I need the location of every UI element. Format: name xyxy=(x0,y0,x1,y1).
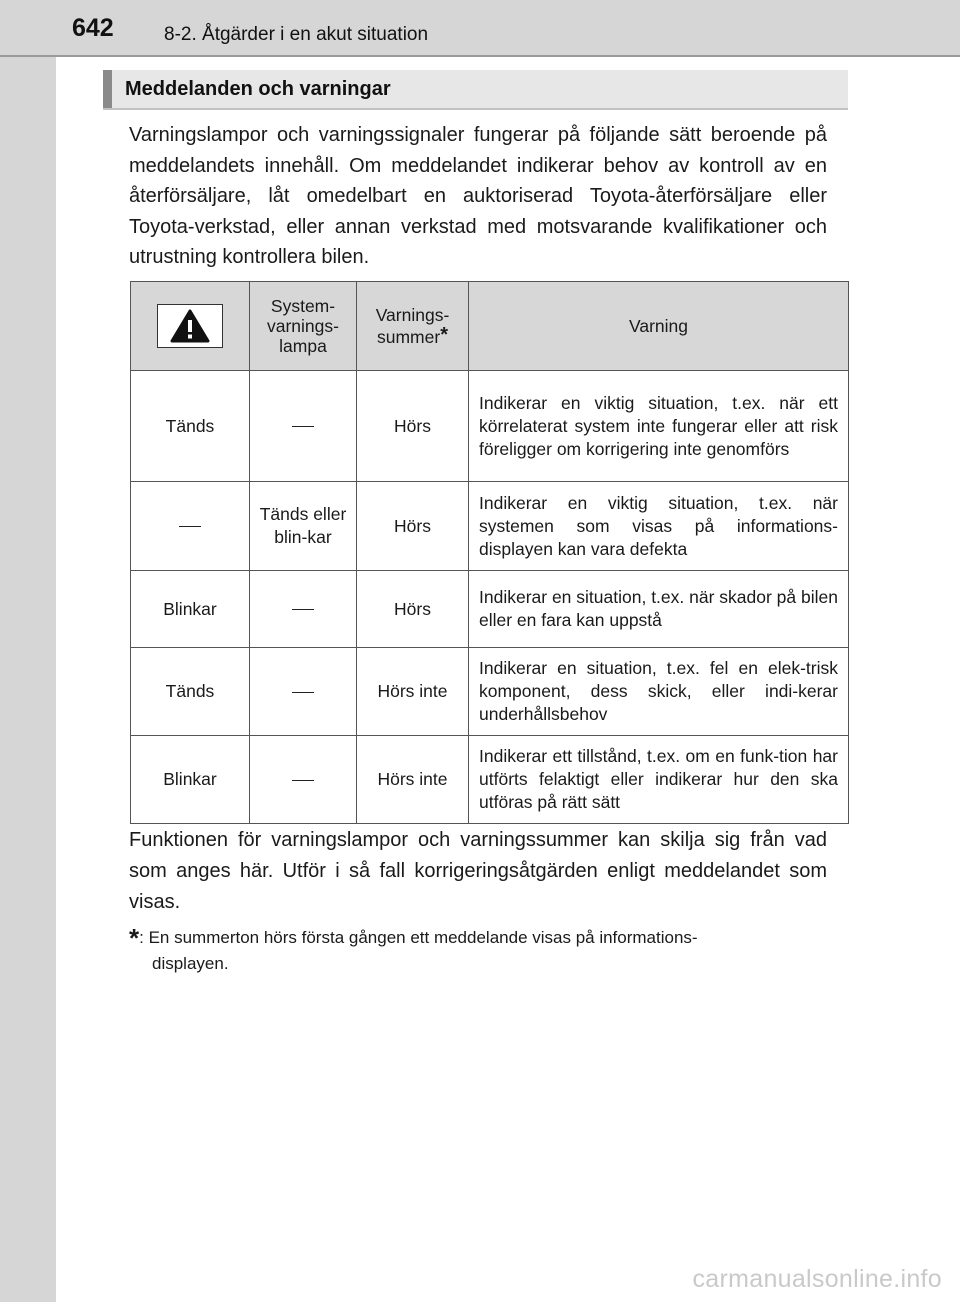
cell-buzzer: Hörs xyxy=(357,371,469,482)
cell-lamp: Tänds eller blin-kar xyxy=(250,482,357,571)
warning-table xyxy=(130,281,849,824)
cell-icon-state: Blinkar xyxy=(131,736,250,824)
cell-lamp xyxy=(250,648,357,736)
cell-lamp xyxy=(250,571,357,648)
cell-icon-state xyxy=(131,482,250,571)
table-row xyxy=(131,371,849,482)
cell-message: Indikerar ett tillstånd, t.ex. om en funk-tion har utförts felaktigt eller indikerar hur den ska utföras på rätt sätt xyxy=(469,736,849,824)
page-header xyxy=(0,0,960,57)
footnote-text: : En summerton hörs första gången ett meddelande visas på informations- xyxy=(139,928,698,947)
table-row xyxy=(131,571,849,648)
dash-mark xyxy=(179,526,201,527)
table-header-icon-cell xyxy=(131,282,250,371)
watermark: carmanualsonline.info xyxy=(692,1265,942,1293)
section-heading xyxy=(103,70,848,110)
cell-lamp xyxy=(250,371,357,482)
footnote-mark: * xyxy=(129,923,140,953)
column-header-system-lamp: System-varnings-lampa xyxy=(250,282,357,371)
dash-mark xyxy=(292,692,314,693)
cell-message: Indikerar en situation, t.ex. fel en elek-trisk komponent, dess skick, eller indi-kerar underhållsbehov xyxy=(469,648,849,736)
column-header-buzzer-label: Varnings-summer xyxy=(375,305,450,347)
table-row xyxy=(131,482,849,571)
dash-mark xyxy=(292,426,314,427)
column-header-warning: Varning xyxy=(469,282,849,371)
cell-buzzer: Hörs xyxy=(357,482,469,571)
page-number: 642 xyxy=(72,14,114,42)
dash-mark xyxy=(292,609,314,610)
cell-buzzer: Hörs xyxy=(357,571,469,648)
cell-icon-state: Tänds xyxy=(131,648,250,736)
cell-lamp xyxy=(250,736,357,824)
table-row xyxy=(131,648,849,736)
column-header-buzzer xyxy=(357,282,469,371)
section-title: Meddelanden och varningar xyxy=(125,78,391,100)
footnote-line xyxy=(129,925,841,951)
buzzer-footnote-mark: * xyxy=(440,324,448,346)
cell-message: Indikerar en viktig situation, t.ex. när systemen som visas på informations-displayen kan vara defekta xyxy=(469,482,849,571)
chapter-title: 8-2. Åtgärder i en akut situation xyxy=(164,24,429,45)
table-row xyxy=(131,736,849,824)
left-margin-band xyxy=(0,0,56,1302)
cell-message: Indikerar en viktig situation, t.ex. när ett körrelaterat system inte fungerar eller att risk föreligger om korrigering inte genomförs xyxy=(469,371,849,482)
intro-paragraph: Varningslampor och varningssignaler fungerar på följande sätt beroende på meddelandets innehåll. Om meddelandet indikerar behov av kontroll av en återförsäljare, låt omedelbart en auktoriserad Toyota-återförsäljare eller Toyota-verkstad, eller annan verkstad med motsvarande kvalifikationer och utrustning kontrollera bilen. xyxy=(129,124,827,268)
cell-icon-state: Tänds xyxy=(131,371,250,482)
cell-icon-state: Blinkar xyxy=(131,571,250,648)
after-table-paragraph: Funktionen för varningslampor och varningssummer kan skilja sig från vad som anges här. Utför i så fall korrigeringsåtgärden enligt meddelandet som visas. xyxy=(129,829,827,913)
cell-buzzer: Hörs inte xyxy=(357,736,469,824)
section-heading-accent xyxy=(103,70,112,108)
footnote xyxy=(129,925,841,976)
dash-mark xyxy=(292,780,314,781)
table-header-row xyxy=(131,282,849,371)
cell-message: Indikerar en situation, t.ex. när skador på bilen eller en fara kan uppstå xyxy=(469,571,849,648)
footnote-continuation: displayen. xyxy=(152,954,229,973)
cell-buzzer: Hörs inte xyxy=(357,648,469,736)
warning-triangle-icon xyxy=(157,304,223,348)
